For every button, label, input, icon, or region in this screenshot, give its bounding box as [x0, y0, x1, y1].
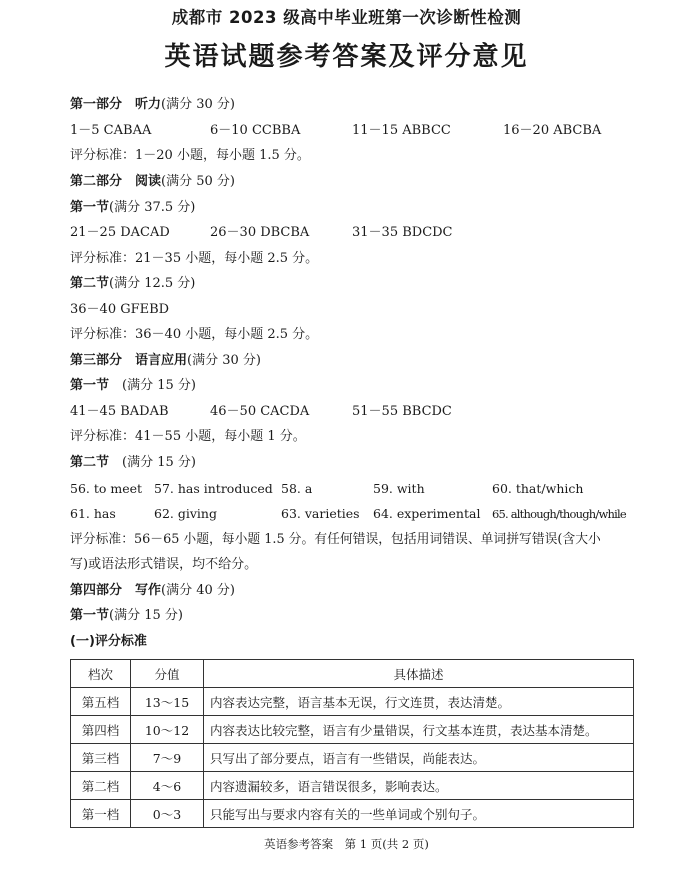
part2-section1-heading-line: [70, 200, 195, 216]
score-cell: 4～6: [131, 772, 204, 800]
part2-section2-score: (满分 12.5 分): [109, 276, 196, 291]
answer-group: 41－45 BADAB: [70, 404, 169, 419]
header-description: 具体描述: [204, 660, 634, 688]
level-cell: 第二档: [71, 772, 131, 800]
fill-answer: 57. has introduced: [154, 481, 273, 496]
answer-group: 11－15 ABBCC: [352, 123, 451, 138]
level-cell: 第一档: [71, 800, 131, 828]
level-cell: 第五档: [71, 688, 131, 716]
part3-section1-criteria: 评分标准：41－55 小题，每小题 1 分。: [70, 429, 306, 444]
answer-group: 46－50 CACDA: [210, 404, 310, 419]
fill-answer: 60. that/which: [492, 481, 584, 496]
header-score: 分值: [131, 660, 204, 688]
part3-section2-criteria-line2: 写)或语法形式错误，均不给分。: [70, 557, 258, 572]
description-cell: 内容遗漏较多，语言错误很多，影响表达。: [204, 772, 634, 800]
part3-heading: 第三部分 语言应用: [70, 353, 188, 368]
part4-section1-heading-line: [70, 608, 183, 624]
part4-section1-score: (满分 15 分): [109, 608, 183, 623]
part1-criteria: 评分标准：1－20 小题，每小题 1.5 分。: [70, 148, 310, 163]
description-cell: 只写出了部分要点，语言有一些错误，尚能表达。: [204, 744, 634, 772]
part1-score: (满分 30 分): [161, 97, 235, 112]
part3-section2-criteria-line1: 评分标准：56－65 小题，每小题 1.5 分。有任何错误，包括用词错误、单词拼写错误(含大小: [70, 532, 601, 547]
part2-heading: 第二部分 阅读: [70, 174, 162, 189]
part4-section1-heading: 第一节: [70, 608, 110, 623]
part2-score: (满分 50 分): [161, 174, 235, 189]
header-level: 档次: [71, 660, 131, 688]
level-cell: 第四档: [71, 716, 131, 744]
answer-group: 6－10 CCBBA: [210, 123, 301, 138]
part2-section1-score: (满分 37.5 分): [109, 200, 196, 215]
score-cell: 13～15: [131, 688, 204, 716]
table-row: [71, 800, 634, 828]
grading-table: [70, 659, 634, 828]
table-header-row: [71, 660, 634, 688]
part4-score: (满分 40 分): [161, 583, 235, 598]
fill-answer: 56. to meet: [70, 481, 143, 496]
fill-answer: 61. has: [70, 506, 116, 521]
part3-section1-heading: 第一节: [70, 378, 110, 393]
part3-heading-line: [70, 353, 261, 369]
grading-criteria-heading: (一)评分标准: [70, 634, 147, 649]
description-cell: 只能写出与要求内容有关的一些单词或个别句子。: [204, 800, 634, 828]
part2-section2-heading: 第二节: [70, 276, 110, 291]
score-cell: 7～9: [131, 744, 204, 772]
description-cell: 内容表达完整，语言基本无误，行文连贯，表达清楚。: [204, 688, 634, 716]
table-row: [71, 772, 634, 800]
part2-section2-heading-line: [70, 276, 195, 292]
answer-group: 16－20 ABCBA: [503, 123, 602, 138]
part3-section1-score: (满分 15 分): [109, 378, 196, 393]
fill-answer: 58. a: [281, 481, 313, 496]
part3-section2-heading: 第二节: [70, 455, 110, 470]
answer-group: 21－25 DACAD: [70, 225, 170, 240]
part3-section2-heading-line: [70, 455, 196, 471]
score-cell: 10～12: [131, 716, 204, 744]
fill-answer: 62. giving: [154, 506, 217, 521]
part1-heading: 第一部分 听力: [70, 97, 162, 112]
fill-answer: 59. with: [373, 481, 425, 496]
part2-section1-heading: 第一节: [70, 200, 110, 215]
answer-group: 1－5 CABAA: [70, 123, 152, 138]
description-cell: 内容表达比较完整，语言有少量错误，行文基本连贯，表达基本清楚。: [204, 716, 634, 744]
table-row: [71, 716, 634, 744]
part2-section1-criteria: 评分标准：21－35 小题，每小题 2.5 分。: [70, 251, 319, 266]
fill-answer: 64. experimental: [373, 506, 481, 521]
fill-answer: 65. although/though/while: [492, 507, 626, 521]
answer-group: 26－30 DBCBA: [210, 225, 310, 240]
part4-heading-line: [70, 583, 235, 599]
part4-heading: 第四部分 写作: [70, 583, 162, 598]
table-row: [71, 744, 634, 772]
part3-section2-score: (满分 15 分): [109, 455, 196, 470]
answer-group: 36－40 GFEBD: [70, 302, 170, 317]
page-footer: 英语参考答案 第 1 页(共 2 页): [264, 837, 429, 851]
fill-answer: 63. varieties: [281, 506, 360, 521]
part2-section2-criteria: 评分标准：36－40 小题，每小题 2.5 分。: [70, 327, 319, 342]
part2-heading-line: [70, 174, 235, 190]
part3-score: (满分 30 分): [187, 353, 261, 368]
score-cell: 0～3: [131, 800, 204, 828]
answer-group: 31－35 BDCDC: [352, 225, 453, 240]
exam-title: 成都市 2023 级高中毕业班第一次诊断性检测: [171, 8, 522, 27]
part1-heading-line: [70, 97, 235, 113]
table-row: [71, 688, 634, 716]
level-cell: 第三档: [71, 744, 131, 772]
answer-group: 51－55 BBCDC: [352, 404, 452, 419]
part3-section1-heading-line: [70, 378, 196, 394]
document-title: 英语试题参考答案及评分意见: [164, 42, 529, 72]
